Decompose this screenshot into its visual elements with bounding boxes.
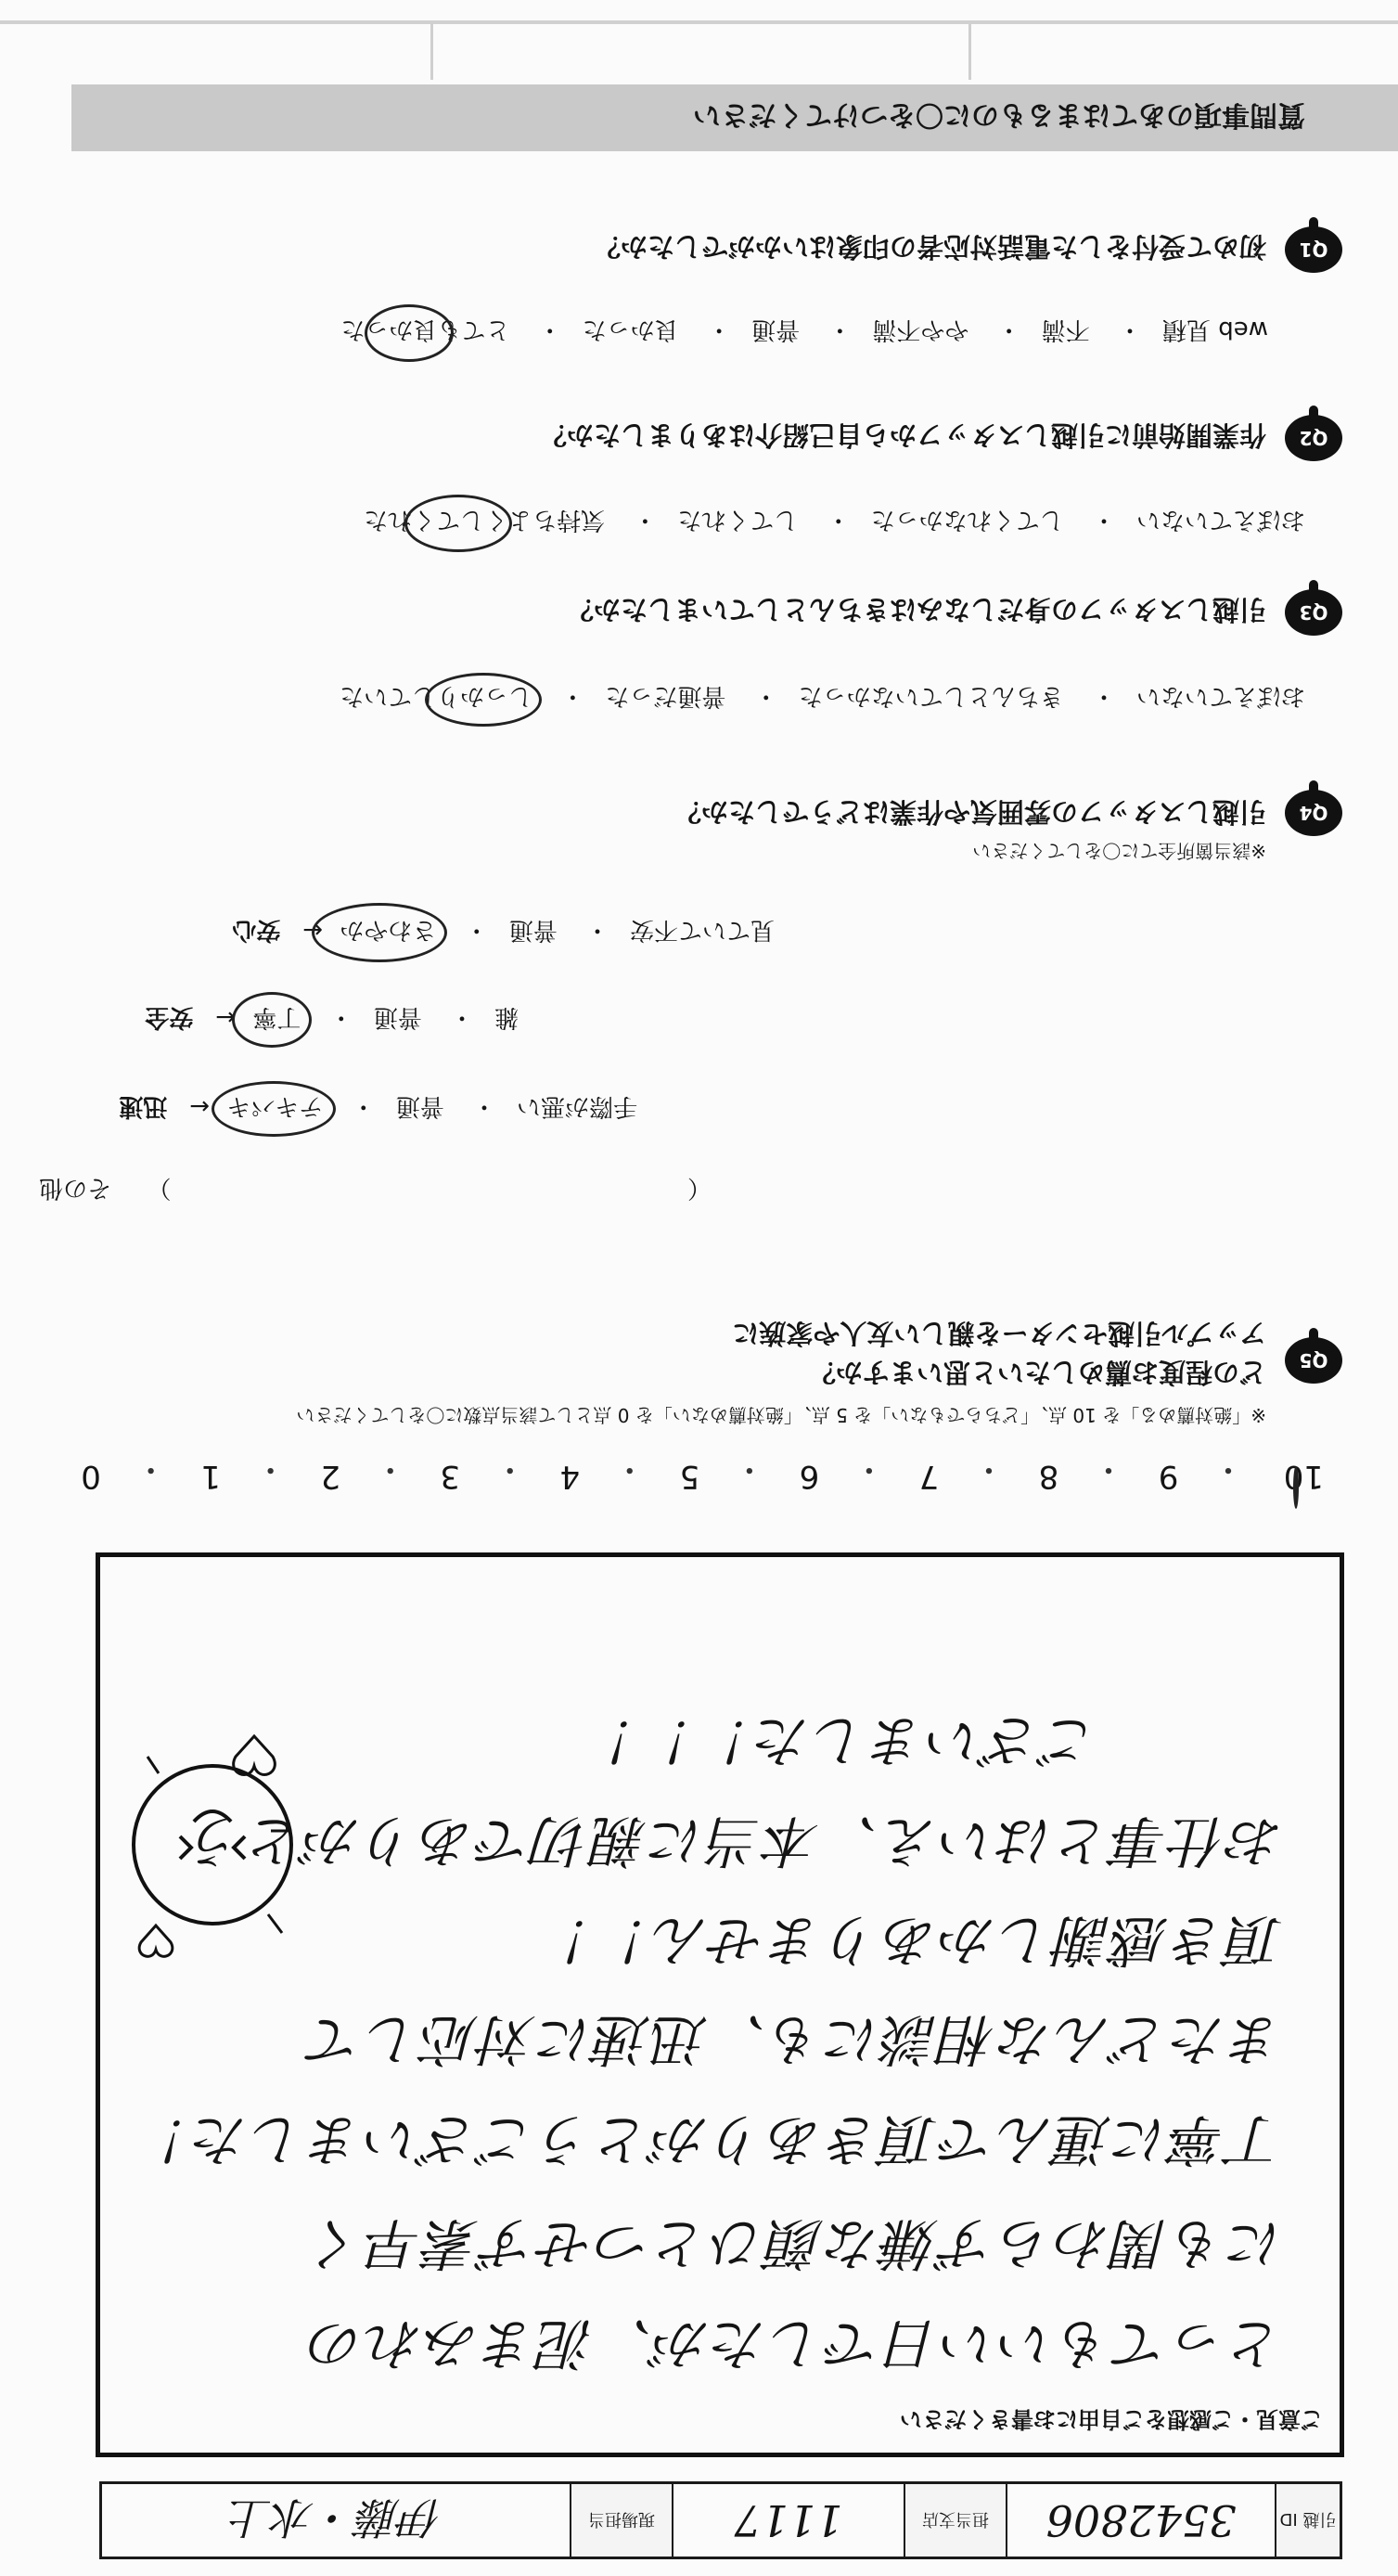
q4-row-safety: 雑・ 普通・ 丁寧 ←安全 — [128, 1002, 519, 1037]
q3-opt-1[interactable]: しっかりしていた — [340, 681, 532, 715]
q4-speed-opt-1[interactable]: テキパキ — [226, 1091, 323, 1126]
q1-opt-1[interactable]: とても良かった — [340, 315, 509, 349]
staple-mark-left — [968, 24, 971, 80]
question-3 — [62, 576, 1342, 715]
q1-opt-6[interactable]: web 見積 — [1161, 316, 1268, 343]
q4-safety-opt-2[interactable]: 普通 — [373, 1003, 422, 1031]
scale-value-10[interactable]: 10 — [1278, 1449, 1324, 1495]
q3-opt-3[interactable]: きちんとしていなかった — [798, 682, 1064, 710]
q5-badge: Q5 — [1285, 1337, 1342, 1384]
q4-safety-opt-1[interactable]: 丁寧 — [252, 1002, 301, 1037]
bottom-rule — [0, 20, 1398, 24]
q1-opt-4[interactable]: やや不満 — [872, 316, 969, 343]
q4-speed-circle — [212, 1081, 336, 1137]
question-4 — [39, 762, 1342, 1207]
q4-safety-opt-3[interactable]: 雑 — [494, 1003, 519, 1031]
staple-mark-right — [430, 24, 433, 80]
q4-badge: Q4 — [1285, 790, 1342, 836]
question-5 — [62, 1319, 1342, 1430]
q2-opt-1[interactable]: 気持ちよくしてくれた — [364, 505, 605, 539]
q4-note: ※該当箇所全てに〇をしてください — [972, 840, 1266, 862]
q4-other — [39, 1173, 712, 1207]
q4-row-relief: 見ていて不安・ 普通・ さわやか ←安心 — [215, 915, 775, 949]
question-2 — [62, 400, 1342, 539]
q2-circle — [404, 495, 512, 552]
scale-value-0[interactable]: 0 — [81, 1458, 101, 1495]
scale-value-7[interactable]: 7 — [918, 1458, 940, 1495]
site-leader-value: 伊藤・水上 — [229, 2492, 442, 2543]
q3-circle — [425, 673, 542, 727]
comment-line-7: ございました！！！ — [581, 1707, 1098, 1772]
scale-value-8[interactable]: 8 — [1038, 1458, 1059, 1495]
q1-opt-3[interactable]: 普通 — [751, 316, 801, 343]
q5-line-2: どの程度お薦めしたいと思いますか？ — [808, 1357, 1266, 1388]
site-leader-label: 現場担当 — [570, 2484, 672, 2557]
q4-relief-opt-3[interactable]: 見ていて不安 — [629, 916, 775, 944]
q4-relief-opt-1[interactable]: さわやか — [340, 915, 436, 949]
q1-opt-2[interactable]: 良かった — [582, 316, 679, 343]
scale-value-9[interactable]: 9 — [1158, 1458, 1179, 1495]
q4-other-close: ） — [147, 1174, 172, 1202]
question-1 — [62, 210, 1342, 349]
q4-row-speed: 手際が悪い・ 普通・ テキパキ ←迅速 — [102, 1091, 637, 1126]
comment-line-3: 丁寧に運んで頂きありがとうございました！ — [134, 2106, 1284, 2171]
move-id-label: 引越 ID — [1275, 2484, 1340, 2557]
q4-other-label: その他 — [39, 1174, 112, 1202]
q3-opt-2[interactable]: 普通だった — [605, 682, 726, 710]
q3-text: 引越しスタッフの身だしなみはきちんとしていましたか？ — [566, 594, 1266, 625]
q4-speed-opt-3[interactable]: 手際が悪い — [516, 1092, 637, 1120]
q4-speed-label: 迅速 — [119, 1092, 168, 1120]
branch-label: 担当支店 — [904, 2484, 1006, 2557]
q4-text: 引越しスタッフの雰囲気や作業はどうでしたか？ — [673, 796, 1266, 828]
scale-value-4[interactable]: 4 — [559, 1458, 581, 1495]
q4-other-open: （ — [686, 1174, 712, 1202]
scale-value-1[interactable]: 1 — [200, 1458, 221, 1495]
comment-line-4: またどんな相談にも、迅速に対応して — [306, 2006, 1284, 2071]
scale-selection-circle — [1293, 1466, 1299, 1509]
q4-relief-circle — [312, 903, 447, 962]
q5-scale: 10 ・ 9 ・ 8 ・ 7 ・ 6 ・ 5 ・ 4 ・ 3 ・ 2 ・ 1 ・ 0 — [81, 1449, 1324, 1495]
scale-value-2[interactable]: 2 — [320, 1458, 340, 1495]
info-table — [99, 2481, 1342, 2559]
scale-value-6[interactable]: 6 — [799, 1458, 820, 1495]
comment-line-1: とってもいい日でしたが、泥まみれの — [307, 2311, 1284, 2376]
q3-badge: Q3 — [1285, 589, 1342, 636]
comment-line-2: にも関わらず嫌な顔ひとつせず素早く — [307, 2210, 1284, 2275]
comment-title: ご意見・ご感想をご自由にお書きください — [900, 2406, 1323, 2432]
q2-badge: Q2 — [1285, 415, 1342, 461]
smiley-doodle-icon — [115, 1729, 310, 1970]
q2-options: おぼえていない・ してくれなかった・ してくれた・ 気持ちよくしてくれた — [364, 505, 1305, 539]
q1-text: 初めて受付をした電話対応者の印象はいかがでしたか？ — [593, 231, 1266, 263]
q2-text: 作業開始前に引越しスタッフから自己紹介はありましたか？ — [539, 419, 1266, 451]
scale-value-5[interactable]: 5 — [679, 1458, 700, 1495]
scale-value-3[interactable]: 3 — [440, 1458, 461, 1495]
comment-line-5: 頂き感謝しかありません！！ — [536, 1907, 1284, 1972]
q4-safety-circle — [232, 992, 312, 1048]
banner-text: 質問事項のあてはまるものに〇をつけてください — [693, 98, 1305, 131]
q2-opt-4[interactable]: おぼえていない — [1135, 506, 1305, 534]
q4-safety-label: 安全 — [145, 1003, 194, 1031]
q3-opt-4[interactable]: おぼえていない — [1135, 682, 1305, 710]
q4-relief-label: 安心 — [232, 916, 281, 944]
branch-value: 1117 — [672, 2484, 904, 2557]
q1-badge: Q1 — [1285, 226, 1342, 273]
q2-opt-3[interactable]: してくれなかった — [870, 506, 1064, 534]
q4-relief-opt-2[interactable]: 普通 — [508, 916, 558, 944]
q2-opt-2[interactable]: してくれた — [677, 506, 799, 534]
move-id-value: 3542806 — [1006, 2484, 1275, 2557]
q5-note: ※「絶対薦める」を 10 点、「どちらでもない」を 5 点、「絶対薦めない」を 0 点として該当点数に〇をしてください — [296, 1404, 1266, 1426]
q4-speed-opt-2[interactable]: 普通 — [395, 1092, 444, 1120]
q1-options: web 見積・ 不満・ やや不満・ 普通・ 良かった・ とても良かった — [340, 315, 1268, 349]
q3-options: おぼえていない・ きちんとしていなかった・ 普通だった・ しっかりしていた — [340, 681, 1305, 715]
q1-circle — [366, 304, 455, 362]
q5-line-1: アップル引越センターを親しい友人や家族に — [732, 1318, 1266, 1349]
comment-box — [96, 1552, 1344, 2457]
instruction-banner — [71, 84, 1398, 151]
q1-opt-5[interactable]: 不満 — [1041, 316, 1090, 343]
comment-line-6: お仕事とはいえ、本当に親切でありがとう — [187, 1808, 1284, 1873]
